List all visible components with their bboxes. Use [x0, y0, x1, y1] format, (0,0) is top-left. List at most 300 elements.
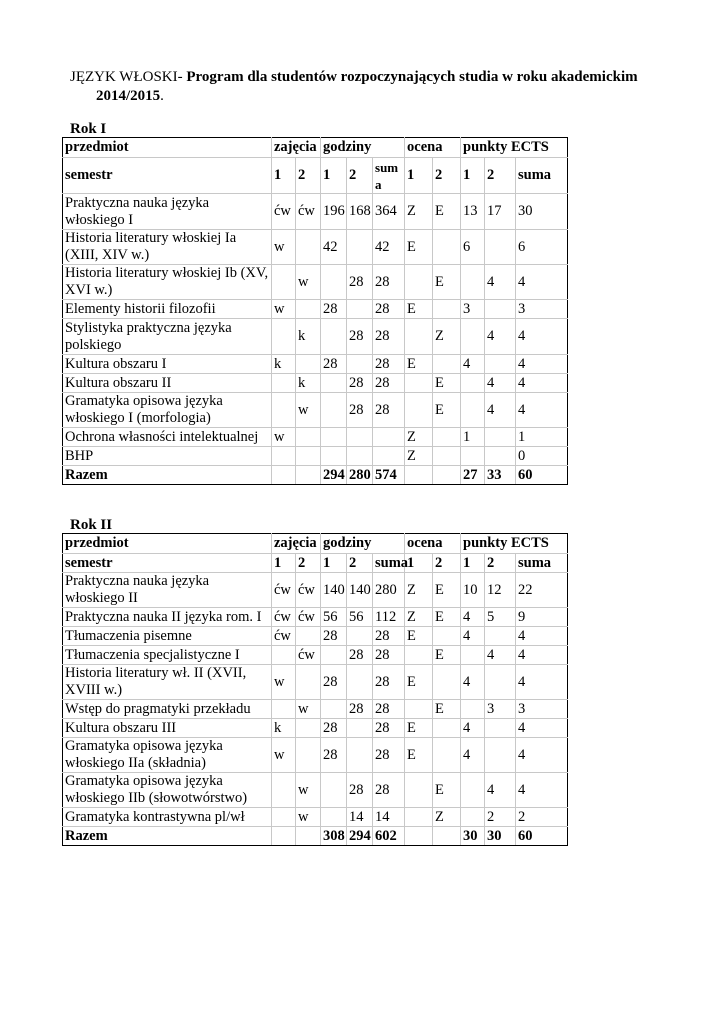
- table-row: [63, 447, 568, 466]
- cell-godz-suma: 28: [373, 700, 405, 719]
- cell-ocena-2: [433, 300, 461, 319]
- cell-zaj-2: [296, 665, 321, 700]
- cell-ects-2: 3: [485, 700, 516, 719]
- cell-ects-suma: 4: [516, 719, 568, 738]
- total-zaj-1: [272, 466, 296, 485]
- rok2-label: Rok II: [70, 517, 113, 533]
- cell-ocena-2: [433, 428, 461, 447]
- cell-ocena-2: [433, 665, 461, 700]
- table-row: [63, 230, 568, 265]
- cell-godz-2: [347, 738, 373, 773]
- cell-ocena-2: E: [433, 773, 461, 808]
- table-row: [63, 627, 568, 646]
- cell-zaj-2: [296, 300, 321, 319]
- cell-godz-2: [347, 719, 373, 738]
- table-row: [63, 428, 568, 447]
- cell-godz-2: [347, 627, 373, 646]
- cell-zaj-2: w: [296, 808, 321, 827]
- rok2-table: [62, 533, 568, 846]
- cell-godz-suma: 28: [373, 265, 405, 300]
- cell-zaj-1: [272, 393, 296, 428]
- header-ects-1: 1: [461, 158, 485, 194]
- header-ocena-2: 2: [433, 554, 461, 573]
- cell-ocena-2: E: [433, 374, 461, 393]
- cell-zaj-1: [272, 773, 296, 808]
- cell-zaj-1: ćw: [272, 573, 296, 608]
- cell-ects-2: [485, 665, 516, 700]
- total-ects-suma: 60: [516, 466, 568, 485]
- total-godz-1: 294: [321, 466, 347, 485]
- title-bold-line1: Program dla studentów rozpoczynających studia w roku akademickim: [186, 69, 638, 85]
- cell-ocena-1: [405, 393, 433, 428]
- rok1-table: [62, 137, 568, 485]
- header-zajecia: zajęcia: [272, 534, 321, 554]
- cell-ects-suma: 4: [516, 627, 568, 646]
- cell-godz-2: 56: [347, 608, 373, 627]
- cell-ects-2: 4: [485, 773, 516, 808]
- total-ects-suma: 60: [516, 827, 568, 846]
- cell-zaj-2: w: [296, 700, 321, 719]
- cell-ects-suma: 3: [516, 300, 568, 319]
- table-subheader-row: [63, 554, 568, 573]
- cell-ects-1: 10: [461, 573, 485, 608]
- cell-godz-suma: [373, 447, 405, 466]
- header-godz-1: 1: [321, 554, 347, 573]
- header-semestr: semestr: [63, 158, 272, 194]
- cell-godz-1: [321, 428, 347, 447]
- cell-ects-2: [485, 738, 516, 773]
- cell-subject: Kultura obszaru III: [63, 719, 272, 738]
- cell-godz-1: 28: [321, 627, 347, 646]
- cell-ocena-2: [433, 447, 461, 466]
- cell-subject: Gramatyka kontrastywna pl/wł: [63, 808, 272, 827]
- cell-ects-suma: 4: [516, 738, 568, 773]
- header-godz-2: 2: [347, 554, 373, 573]
- header-przedmiot: przedmiot: [63, 138, 272, 158]
- cell-subject: Praktyczna nauka języka włoskiego II: [63, 573, 272, 608]
- cell-ocena-2: [433, 230, 461, 265]
- cell-godz-suma: 28: [373, 646, 405, 665]
- cell-zaj-1: w: [272, 665, 296, 700]
- cell-subject: Praktyczna nauka II języka rom. I: [63, 608, 272, 627]
- cell-ects-suma: 3: [516, 700, 568, 719]
- cell-ocena-1: Z: [405, 573, 433, 608]
- cell-ocena-1: E: [405, 300, 433, 319]
- cell-ects-2: 4: [485, 319, 516, 355]
- cell-ects-suma: 4: [516, 319, 568, 355]
- header-godz-2: 2: [347, 158, 373, 194]
- cell-godz-1: [321, 374, 347, 393]
- header-ects-2: 2: [485, 158, 516, 194]
- cell-ocena-2: Z: [433, 319, 461, 355]
- cell-ocena-2: E: [433, 608, 461, 627]
- header-zaj-2: 2: [296, 554, 321, 573]
- cell-ects-suma: 6: [516, 230, 568, 265]
- table-row: [63, 265, 568, 300]
- table-row: [63, 665, 568, 700]
- cell-ects-1: [461, 808, 485, 827]
- cell-godz-1: 196: [321, 194, 347, 230]
- total-ocena-1: [405, 827, 433, 846]
- cell-subject: Historia literatury włoskiej Ia (XIII, XIV w.): [63, 230, 272, 265]
- cell-ocena-1: [405, 265, 433, 300]
- cell-subject: Elementy historii filozofii: [63, 300, 272, 319]
- cell-ects-2: [485, 447, 516, 466]
- cell-ects-1: 6: [461, 230, 485, 265]
- cell-zaj-2: w: [296, 773, 321, 808]
- table-row: [63, 646, 568, 665]
- cell-ects-2: [485, 428, 516, 447]
- cell-godz-suma: 280: [373, 573, 405, 608]
- total-ocena-2: [433, 827, 461, 846]
- cell-ects-suma: 4: [516, 374, 568, 393]
- cell-ects-2: [485, 627, 516, 646]
- cell-subject: Gramatyka opisowa języka włoskiego IIb (słowotwórstwo): [63, 773, 272, 808]
- total-ocena-2: [433, 466, 461, 485]
- cell-ocena-1: [405, 374, 433, 393]
- table-row: [63, 573, 568, 608]
- cell-zaj-1: k: [272, 355, 296, 374]
- total-zaj-2: [296, 466, 321, 485]
- cell-ocena-2: E: [433, 194, 461, 230]
- cell-ects-1: [461, 447, 485, 466]
- cell-zaj-2: ćw: [296, 573, 321, 608]
- cell-ocena-2: E: [433, 646, 461, 665]
- cell-godz-suma: 28: [373, 665, 405, 700]
- header-godz-1: 1: [321, 158, 347, 194]
- cell-ects-2: 4: [485, 393, 516, 428]
- total-godz-suma: 574: [373, 466, 405, 485]
- cell-ects-1: 4: [461, 627, 485, 646]
- table-header-row: [63, 534, 568, 554]
- total-godz-2: 280: [347, 466, 373, 485]
- cell-zaj-1: [272, 808, 296, 827]
- total-ects-1: 30: [461, 827, 485, 846]
- cell-godz-2: [347, 428, 373, 447]
- cell-godz-suma: 28: [373, 393, 405, 428]
- table-row: [63, 319, 568, 355]
- cell-subject: Ochrona własności intelektualnej: [63, 428, 272, 447]
- cell-ects-2: 5: [485, 608, 516, 627]
- cell-godz-1: 28: [321, 719, 347, 738]
- cell-zaj-2: w: [296, 265, 321, 300]
- cell-godz-2: 28: [347, 265, 373, 300]
- cell-zaj-2: [296, 428, 321, 447]
- header-godz-suma: suma: [373, 554, 405, 573]
- cell-ocena-1: E: [405, 665, 433, 700]
- table-row: [63, 700, 568, 719]
- cell-ocena-1: E: [405, 355, 433, 374]
- cell-zaj-2: [296, 355, 321, 374]
- cell-zaj-2: w: [296, 393, 321, 428]
- table-row: [63, 393, 568, 428]
- cell-ocena-2: E: [433, 265, 461, 300]
- cell-godz-suma: 14: [373, 808, 405, 827]
- cell-zaj-1: [272, 447, 296, 466]
- table-total-row: [63, 827, 568, 846]
- cell-zaj-1: [272, 265, 296, 300]
- cell-ects-1: [461, 393, 485, 428]
- cell-ects-suma: 4: [516, 393, 568, 428]
- cell-godz-suma: 42: [373, 230, 405, 265]
- cell-zaj-2: [296, 719, 321, 738]
- header-ects-suma: suma: [516, 554, 568, 573]
- header-ects: punkty ECTS: [461, 138, 568, 158]
- cell-zaj-2: k: [296, 374, 321, 393]
- cell-godz-2: 168: [347, 194, 373, 230]
- total-subject: Razem: [63, 827, 272, 846]
- header-ects-suma: suma: [516, 158, 568, 194]
- cell-ects-suma: 4: [516, 646, 568, 665]
- header-ects-2: 2: [485, 554, 516, 573]
- cell-subject: Tłumaczenia specjalistyczne I: [63, 646, 272, 665]
- header-ocena-2: 2: [433, 158, 461, 194]
- cell-subject: Historia literatury wł. II (XVII, XVIII w.): [63, 665, 272, 700]
- cell-ects-2: 2: [485, 808, 516, 827]
- cell-zaj-1: ćw: [272, 627, 296, 646]
- cell-godz-suma: [373, 428, 405, 447]
- cell-godz-1: [321, 773, 347, 808]
- table-total-row: [63, 466, 568, 485]
- cell-zaj-1: ćw: [272, 608, 296, 627]
- cell-godz-2: 28: [347, 393, 373, 428]
- cell-ocena-1: E: [405, 230, 433, 265]
- cell-ects-1: [461, 646, 485, 665]
- cell-ects-1: 4: [461, 738, 485, 773]
- cell-ects-2: 4: [485, 646, 516, 665]
- cell-godz-1: [321, 265, 347, 300]
- cell-ects-suma: 4: [516, 665, 568, 700]
- cell-ects-1: [461, 265, 485, 300]
- cell-zaj-2: ćw: [296, 608, 321, 627]
- cell-ocena-1: [405, 700, 433, 719]
- cell-ocena-2: [433, 627, 461, 646]
- cell-ocena-1: Z: [405, 194, 433, 230]
- cell-zaj-2: [296, 627, 321, 646]
- cell-ocena-1: Z: [405, 428, 433, 447]
- cell-godz-suma: 28: [373, 319, 405, 355]
- cell-godz-1: 42: [321, 230, 347, 265]
- cell-ocena-1: E: [405, 719, 433, 738]
- header-semestr: semestr: [63, 554, 272, 573]
- cell-ects-1: [461, 773, 485, 808]
- cell-godz-2: [347, 355, 373, 374]
- cell-zaj-2: [296, 230, 321, 265]
- table-row: [63, 773, 568, 808]
- cell-godz-1: 140: [321, 573, 347, 608]
- cell-godz-suma: 28: [373, 300, 405, 319]
- title-suffix: .: [160, 88, 164, 104]
- total-zaj-2: [296, 827, 321, 846]
- cell-godz-2: [347, 447, 373, 466]
- cell-ocena-1: E: [405, 627, 433, 646]
- cell-subject: BHP: [63, 447, 272, 466]
- cell-godz-suma: 28: [373, 719, 405, 738]
- table-row: [63, 808, 568, 827]
- cell-zaj-1: w: [272, 300, 296, 319]
- cell-godz-suma: 364: [373, 194, 405, 230]
- cell-godz-1: 28: [321, 738, 347, 773]
- cell-zaj-2: [296, 447, 321, 466]
- cell-ocena-1: Z: [405, 608, 433, 627]
- cell-zaj-1: [272, 700, 296, 719]
- total-godz-suma: 602: [373, 827, 405, 846]
- table-row: [63, 738, 568, 773]
- cell-ocena-1: [405, 646, 433, 665]
- cell-zaj-2: ćw: [296, 646, 321, 665]
- cell-godz-1: [321, 393, 347, 428]
- table-header-row: [63, 138, 568, 158]
- header-zaj-1: 1: [272, 554, 296, 573]
- cell-godz-2: 28: [347, 700, 373, 719]
- cell-ects-suma: 2: [516, 808, 568, 827]
- total-godz-2: 294: [347, 827, 373, 846]
- cell-subject: Stylistyka praktyczna języka polskiego: [63, 319, 272, 355]
- cell-ocena-1: Z: [405, 447, 433, 466]
- title-bold-line2: 2014/2015: [96, 88, 161, 104]
- cell-ects-2: 4: [485, 265, 516, 300]
- table-row: [63, 719, 568, 738]
- total-zaj-1: [272, 827, 296, 846]
- cell-ects-2: 17: [485, 194, 516, 230]
- rok1-label: Rok I: [70, 121, 107, 137]
- cell-subject: Historia literatury włoskiej Ib (XV, XVI w.): [63, 265, 272, 300]
- total-ocena-1: [405, 466, 433, 485]
- header-ocena-1: 1: [405, 554, 433, 573]
- cell-zaj-2: [296, 738, 321, 773]
- cell-ocena-2: [433, 355, 461, 374]
- cell-zaj-1: w: [272, 428, 296, 447]
- cell-zaj-1: ćw: [272, 194, 296, 230]
- cell-ocena-1: [405, 773, 433, 808]
- cell-ects-suma: 22: [516, 573, 568, 608]
- cell-ects-2: [485, 719, 516, 738]
- cell-godz-1: [321, 700, 347, 719]
- cell-ects-2: 12: [485, 573, 516, 608]
- header-godz-suma: sum a: [373, 158, 405, 194]
- cell-godz-1: 28: [321, 300, 347, 319]
- cell-ects-2: [485, 230, 516, 265]
- cell-ects-suma: 4: [516, 265, 568, 300]
- cell-godz-2: [347, 230, 373, 265]
- cell-ects-suma: 9: [516, 608, 568, 627]
- table-row: [63, 374, 568, 393]
- document-title: [70, 68, 670, 106]
- cell-godz-2: [347, 665, 373, 700]
- cell-ects-suma: 0: [516, 447, 568, 466]
- cell-ects-2: [485, 300, 516, 319]
- cell-godz-2: [347, 300, 373, 319]
- cell-ocena-2: E: [433, 573, 461, 608]
- cell-ects-1: 4: [461, 608, 485, 627]
- header-godziny: godziny: [321, 534, 405, 554]
- cell-ects-1: [461, 319, 485, 355]
- cell-godz-2: 28: [347, 773, 373, 808]
- cell-ects-1: 4: [461, 665, 485, 700]
- cell-ocena-1: E: [405, 738, 433, 773]
- header-zaj-1: 1: [272, 158, 296, 194]
- cell-zaj-2: k: [296, 319, 321, 355]
- cell-subject: Praktyczna nauka języka włoskiego I: [63, 194, 272, 230]
- cell-ects-1: [461, 374, 485, 393]
- cell-godz-2: 28: [347, 646, 373, 665]
- cell-godz-suma: 112: [373, 608, 405, 627]
- cell-ocena-2: [433, 719, 461, 738]
- cell-godz-suma: 28: [373, 355, 405, 374]
- total-subject: Razem: [63, 466, 272, 485]
- cell-godz-suma: 28: [373, 374, 405, 393]
- cell-ects-suma: 4: [516, 355, 568, 374]
- cell-ocena-2: Z: [433, 808, 461, 827]
- total-ects-2: 30: [485, 827, 516, 846]
- cell-subject: Gramatyka opisowa języka włoskiego IIa (składnia): [63, 738, 272, 773]
- cell-ocena-2: [433, 738, 461, 773]
- cell-ects-1: [461, 700, 485, 719]
- cell-subject: Tłumaczenia pisemne: [63, 627, 272, 646]
- cell-ocena-2: E: [433, 700, 461, 719]
- cell-subject: Kultura obszaru II: [63, 374, 272, 393]
- cell-ects-suma: 4: [516, 773, 568, 808]
- cell-subject: Wstęp do pragmatyki przekładu: [63, 700, 272, 719]
- cell-zaj-1: w: [272, 738, 296, 773]
- cell-godz-1: 28: [321, 355, 347, 374]
- cell-ects-2: [485, 355, 516, 374]
- cell-godz-2: 28: [347, 374, 373, 393]
- cell-ects-suma: 30: [516, 194, 568, 230]
- table-row: [63, 355, 568, 374]
- header-zaj-2: 2: [296, 158, 321, 194]
- cell-ects-1: 4: [461, 355, 485, 374]
- table-row: [63, 300, 568, 319]
- cell-subject: Gramatyka opisowa języka włoskiego I (morfologia): [63, 393, 272, 428]
- cell-godz-1: [321, 646, 347, 665]
- table-row: [63, 608, 568, 627]
- cell-ocena-1: [405, 319, 433, 355]
- cell-ects-suma: 1: [516, 428, 568, 447]
- cell-zaj-1: [272, 319, 296, 355]
- cell-ocena-1: [405, 808, 433, 827]
- header-zajecia: zajęcia: [272, 138, 321, 158]
- cell-godz-2: 28: [347, 319, 373, 355]
- title-prefix: JĘZYK WŁOSKI-: [70, 69, 187, 85]
- header-przedmiot: przedmiot: [63, 534, 272, 554]
- cell-zaj-2: ćw: [296, 194, 321, 230]
- total-godz-1: 308: [321, 827, 347, 846]
- header-ocena-1: 1: [405, 158, 433, 194]
- header-ocena: ocena: [405, 138, 461, 158]
- table-subheader-row: [63, 158, 568, 194]
- cell-godz-2: 14: [347, 808, 373, 827]
- cell-godz-suma: 28: [373, 773, 405, 808]
- cell-godz-1: [321, 808, 347, 827]
- cell-godz-suma: 28: [373, 627, 405, 646]
- cell-ects-1: 3: [461, 300, 485, 319]
- cell-godz-1: [321, 319, 347, 355]
- cell-godz-1: 28: [321, 665, 347, 700]
- cell-godz-suma: 28: [373, 738, 405, 773]
- cell-zaj-1: k: [272, 719, 296, 738]
- cell-ects-1: 1: [461, 428, 485, 447]
- total-ects-1: 27: [461, 466, 485, 485]
- cell-subject: Kultura obszaru I: [63, 355, 272, 374]
- total-ects-2: 33: [485, 466, 516, 485]
- header-ects-1: 1: [461, 554, 485, 573]
- cell-ocena-2: E: [433, 393, 461, 428]
- cell-zaj-1: [272, 374, 296, 393]
- cell-godz-1: [321, 447, 347, 466]
- header-ects: punkty ECTS: [461, 534, 568, 554]
- cell-godz-2: 140: [347, 573, 373, 608]
